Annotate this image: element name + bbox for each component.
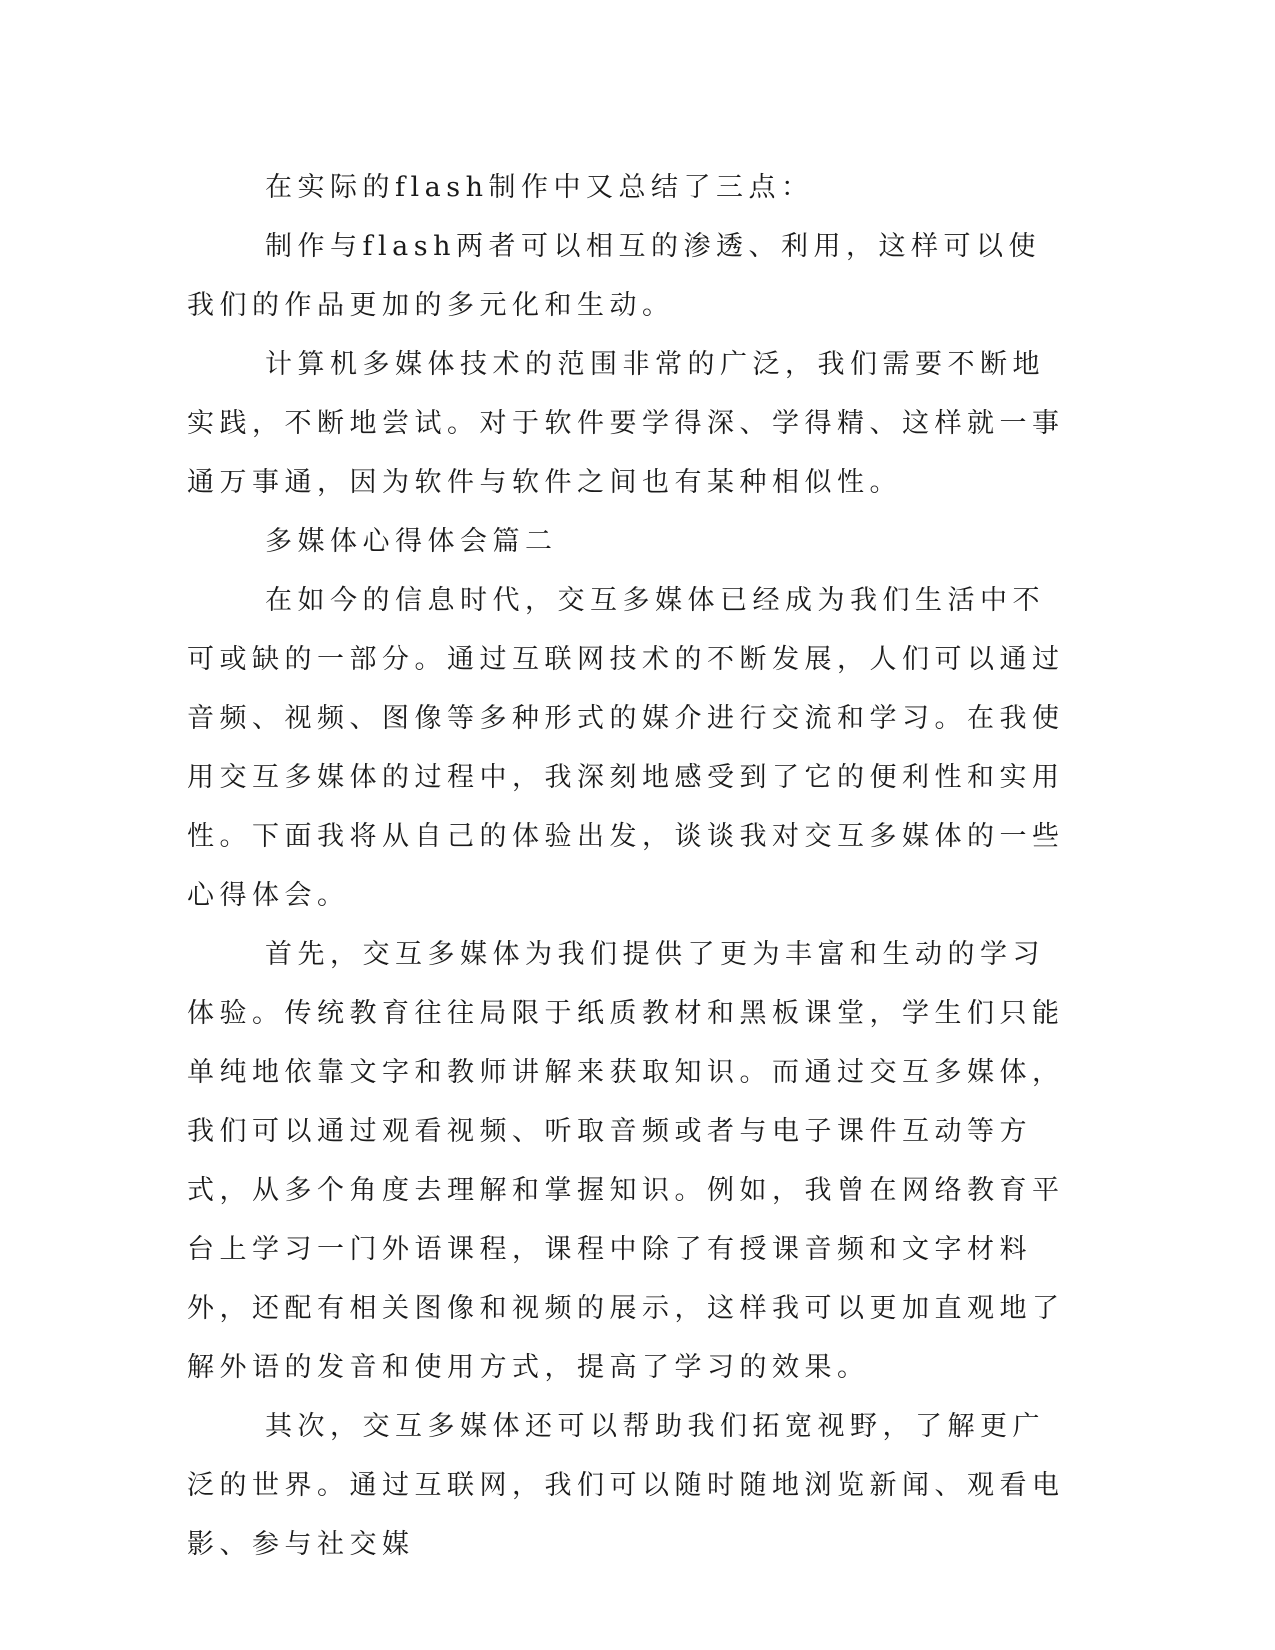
paragraph-flash-integration: 制作与flash两者可以相互的渗透、利用，这样可以使我们的作品更加的多元化和生动。 [187,231,1041,321]
paragraph-introduction: 在如今的信息时代，交互多媒体已经成为我们生活中不可或缺的一部分。通过互联网技术的不断发展，人们可以通过音频、视频、图像等多种形式的媒介进行交流和学习。在我使用交互多媒体的过程中，我深刻地感受到了它的便利性和实用性。下面我将从自己的体验出发，谈谈我对交互多媒体的一些心得体会。 [187,585,1065,911]
section-heading: 多媒体心得体会篇二 [265,526,558,557]
paragraph-first-point: 首先，交互多媒体为我们提供了更为丰富和生动的学习体验。传统教育往往局限于纸质教材和黑板课堂，学生们只能单纯地依靠文字和教师讲解来获取知识。而通过交互多媒体，我们可以通过观看视频、听取音频或者与电子课件互动等方式，从多个角度去理解和掌握知识。例如，我曾在网络教育平台上学习一门外语课程，课程中除了有授课音频和文字材料外，还配有相关图像和视频的展示，这样我可以更加直观地了解外语的发音和使用方式，提高了学习的效果。 [187,939,1065,1383]
paragraph-flash-summary-intro: 在实际的flash制作中又总结了三点： [265,172,814,203]
paragraph-multimedia-practice: 计算机多媒体技术的范围非常的广泛，我们需要不断地实践，不断地尝试。对于软件要学得深、学得精、这样就一事通万事通，因为软件与软件之间也有某种相似性。 [187,349,1065,498]
document-body [187,158,1067,1574]
paragraph-second-point: 其次，交互多媒体还可以帮助我们拓宽视野，了解更广泛的世界。通过互联网，我们可以随时随地浏览新闻、观看电影、参与社交媒 [187,1411,1065,1560]
